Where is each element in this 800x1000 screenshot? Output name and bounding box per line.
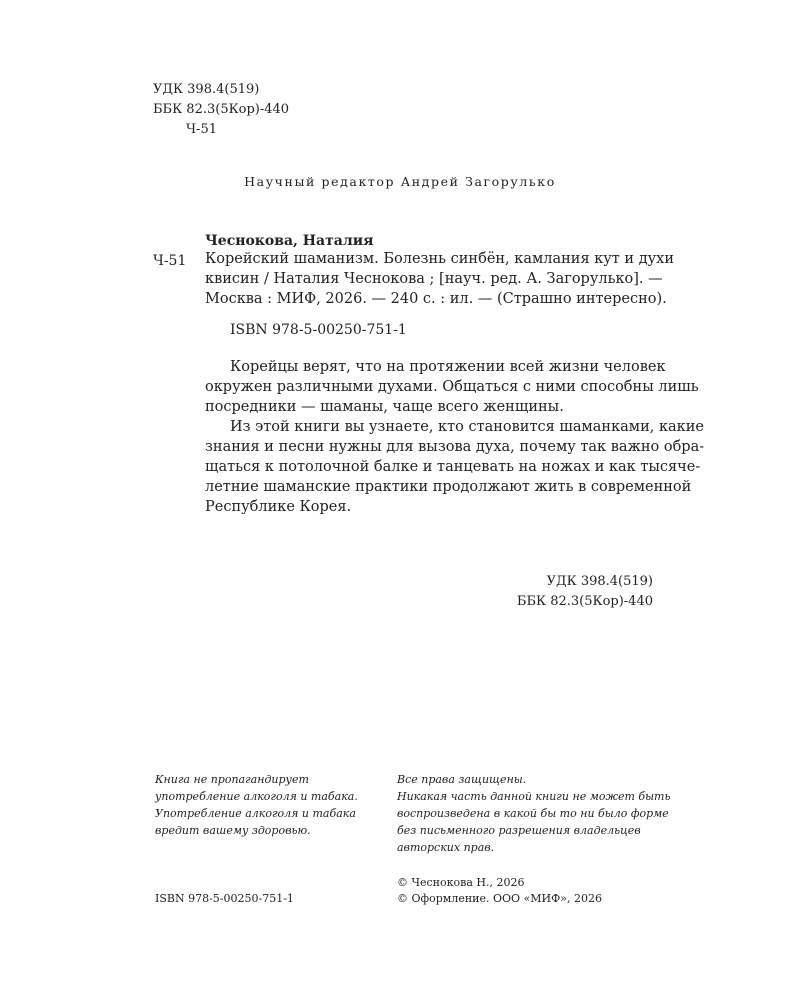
rights-notice-line: Все права защищены. [397, 773, 527, 786]
rights-notice-line: без письменного разрешения владельцев [397, 824, 641, 837]
udk-code: УДК 398.4(519) [153, 82, 260, 97]
rights-notice-line: воспроизведена в какой бы то ни было форме [397, 807, 669, 820]
annotation-line: посредники — шаманы, чаще всего женщины. [205, 399, 564, 415]
entry-line: квисин / Наталия Чеснокова ; [науч. ред. А. Загорулько]. — [205, 271, 663, 287]
rights-notice-line: авторских прав. [397, 841, 495, 854]
annotation-line: летние шаманские практики продолжают жить в современной [205, 479, 692, 495]
entry-mark: Ч-51 [153, 253, 187, 269]
udk-code-right: УДК 398.4(519) [546, 574, 653, 589]
annotation-line: Республике Корея. [205, 499, 352, 515]
copyright-line: © Чеснокова Н., 2026 [397, 876, 525, 889]
health-notice-line: вредит вашему здоровью. [155, 824, 311, 837]
annotation-line: Из этой книги вы узнаете, кто становится шаманками, какие [230, 419, 704, 435]
entry-author: Чеснокова, Наталия [205, 233, 374, 249]
scientific-editor-line: Научный редактор Андрей Загорулько [244, 174, 556, 189]
health-notice-line: употребление алкоголя и табака. [155, 790, 358, 803]
annotation-line: окружен различными духами. Общаться с ними способны лишь [205, 379, 699, 395]
entry-isbn: ISBN 978-5-00250-751-1 [230, 322, 407, 338]
health-notice-line: Употребление алкоголя и табака [155, 807, 356, 820]
annotation-line: щаться к потолочной балке и танцевать на ножах и как тысяче- [205, 459, 701, 475]
health-notice-line: Книга не пропагандирует [155, 773, 309, 786]
author-mark: Ч-51 [186, 122, 217, 137]
copyright-line: © Оформление. ООО «МИФ», 2026 [397, 892, 602, 905]
bbk-code-right: ББК 82.3(5Кор)-440 [516, 594, 653, 609]
entry-line: Москва : МИФ, 2026. — 240 с. : ил. — (Страшно интересно). [205, 291, 667, 307]
annotation-line: знания и песни нужны для вызова духа, почему так важно обра- [205, 439, 705, 455]
annotation-line: Корейцы верят, что на протяжении всей жизни человек [230, 359, 666, 375]
isbn-bottom: ISBN 978-5-00250-751-1 [155, 892, 294, 905]
bbk-code: ББК 82.3(5Кор)-440 [153, 102, 290, 117]
entry-line: Корейский шаманизм. Болезнь синбён, камлания кут и духи [205, 251, 675, 267]
rights-notice-line: Никакая часть данной книги не может быть [397, 790, 671, 803]
